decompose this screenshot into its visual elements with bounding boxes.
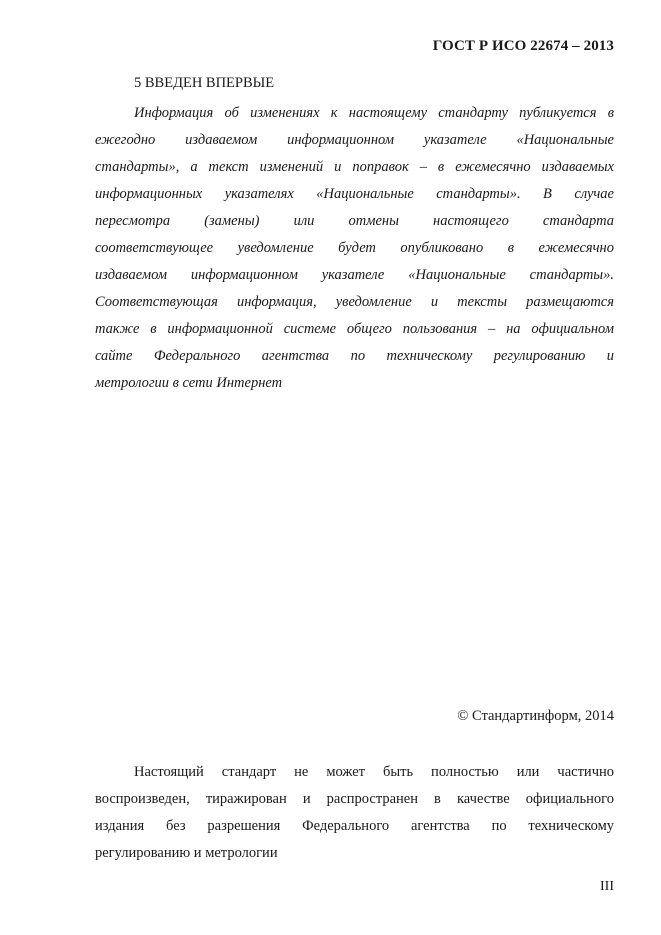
info-line: метрологии в сети Интернет [95,375,283,391]
section-heading: 5 ВВЕДЕН ВПЕРВЫЕ [134,75,275,91]
info-line: также в информационной системе общего пользования – на официальном [95,321,614,337]
info-line: Соответствующая информация, уведомление и тексты размещаются [95,294,614,310]
standard-code-header: ГОСТ Р ИСО 22674 – 2013 [432,38,614,54]
info-line: стандарты», а текст изменений и поправок – в ежемесячно издаваемых [95,159,614,175]
info-line: Информация об изменениях к настоящему стандарту публикуется в [134,105,614,121]
reproduction-notice-paragraph [95,759,614,867]
info-line: сайте Федерального агентства по техническому регулированию и [95,348,614,364]
notice-line: издания без разрешения Федерального агентства по техническому [95,818,614,834]
info-line: пересмотра (замены) или отмены настоящего стандарта [95,213,614,229]
info-line: соответствующее уведомление будет опубликовано в ежемесячно [95,240,614,256]
notice-line: регулированию и метрологии [95,845,278,861]
page-number: III [600,879,614,894]
update-info-paragraph [95,100,614,397]
notice-line: Настоящий стандарт не может быть полностью или частично [134,764,614,780]
notice-line: воспроизведен, тиражирован и распространен в качестве официального [95,791,614,807]
info-line: издаваемом информационном указателе «Национальные стандарты». [95,267,614,283]
copyright-notice: © Стандартинформ, 2014 [457,708,614,724]
info-line: ежегодно издаваемом информационном указателе «Национальные [95,132,614,148]
info-line: информационных указателях «Национальные стандарты». В случае [95,186,614,202]
